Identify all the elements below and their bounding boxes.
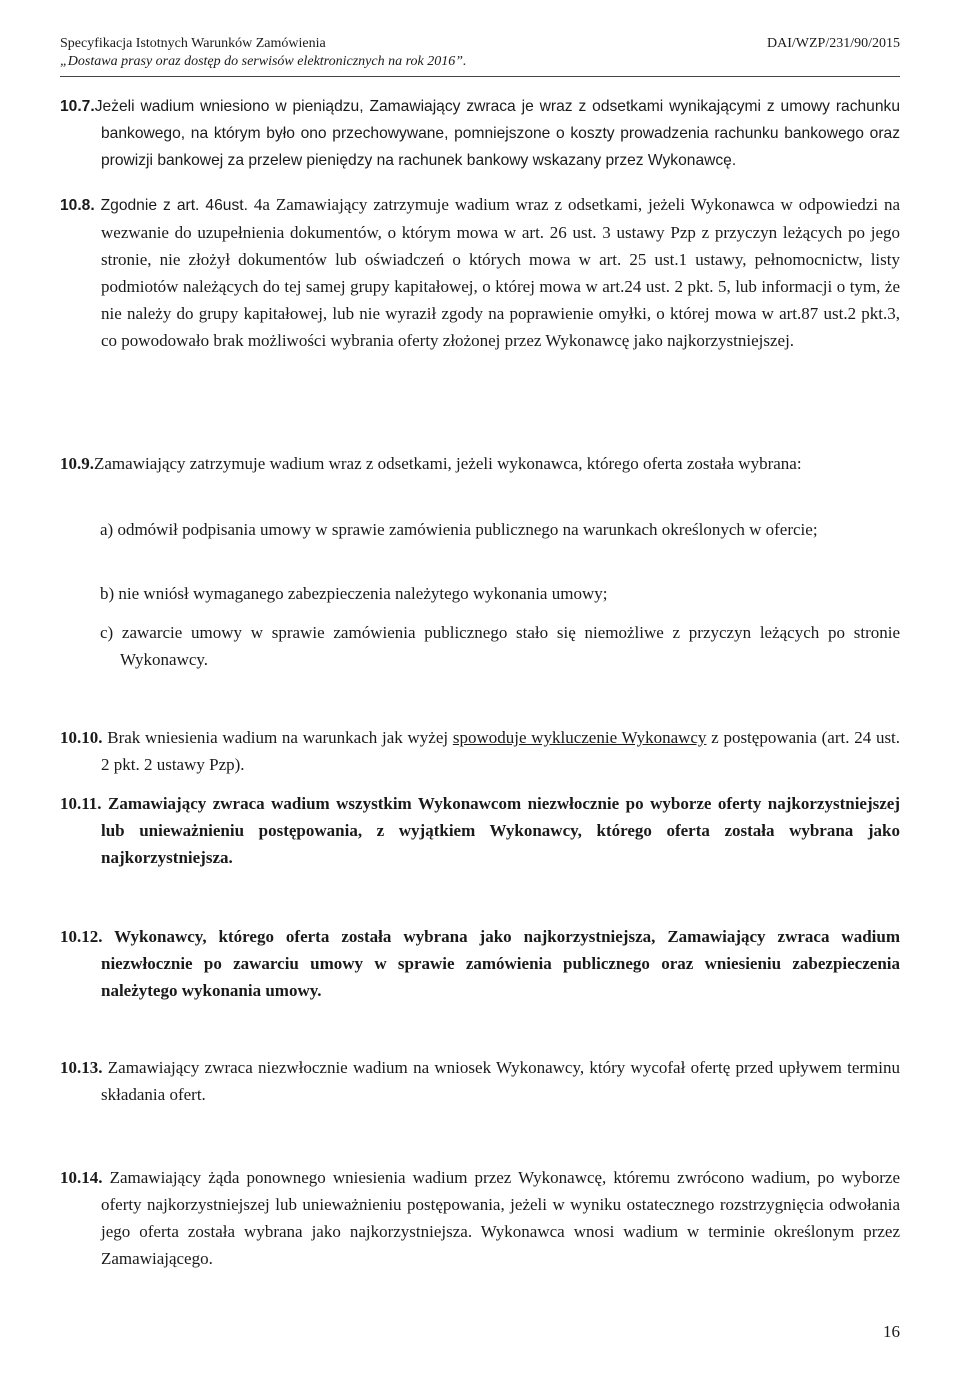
page-number: 16 xyxy=(883,1322,900,1341)
header-line-1 xyxy=(60,35,900,53)
section-label: 10.9. xyxy=(60,454,94,473)
section-label: 10.11. xyxy=(60,794,102,813)
section-text-tail: z postępowania (art. 24 ust. 2 pkt. 2 ustawy Pzp). xyxy=(101,728,901,774)
section-10-11 xyxy=(60,790,900,871)
list-item-c: c) zawarcie umowy w sprawie zamówienia publicznego stało się niemożliwe z przyczyn leżących po stronie Wykonawcy. xyxy=(100,623,900,669)
section-10-8 xyxy=(60,191,900,354)
section-10-13 xyxy=(60,1054,900,1108)
header-divider xyxy=(60,76,900,77)
section-label: 10.14. xyxy=(60,1168,103,1187)
section-label: 10.12. xyxy=(60,927,103,946)
section-text-underlined: spowoduje wykluczenie Wykonawcy xyxy=(452,728,707,747)
section-text: Zamawiający zwraca niezwłocznie wadium na wniosek Wykonawcy, który wycofał ofertę przed upływem terminu składania ofert. xyxy=(101,1058,900,1104)
section-text: Brak wniesienia wadium na warunkach jak wyżej xyxy=(107,728,449,747)
section-label: 10.8. xyxy=(60,197,95,214)
section-10-14 xyxy=(60,1164,900,1272)
header-reference: DAI/WZP/231/90/2015 xyxy=(767,36,900,51)
section-label: 10.13. xyxy=(60,1058,103,1077)
header-spec-title: Specyfikacja Istotnych Warunków Zamówienia xyxy=(60,36,326,51)
section-10-9 xyxy=(60,450,900,477)
section-10-12 xyxy=(60,923,900,1004)
section-10-10 xyxy=(60,724,900,778)
header-line-2 xyxy=(60,53,900,71)
section-10-7 xyxy=(60,93,900,174)
section-text-lead: Zgodnie z art. 46ust. xyxy=(100,197,248,214)
section-text: Wykonawcy, którego oferta została wybrana jako najkorzystniejsza, Zamawiający zwraca wadium niezwłocznie po zawarciu umowy w sprawie zamówienia publicznego oraz wniesieniu zabezpieczenia należytego wykonania umowy. xyxy=(101,927,900,1000)
list-item-b: b) nie wniósł wymaganego zabezpieczenia należytego wykonania umowy; xyxy=(100,584,608,603)
section-text: Zamawiający zwraca wadium wszystkim Wykonawcom niezwłocznie po wyborze oferty najkorzystniejszej lub unieważnieniu postępowania, z wyjątkiem Wykonawcy, którego oferta została wybrana jako najkorzystniejsza. xyxy=(101,794,900,867)
header-contract-title: „Dostawa prasy oraz dostęp do serwisów elektronicznych na rok 2016”. xyxy=(60,54,467,69)
section-text: Zamawiający zatrzymuje wadium wraz z odsetkami, jeżeli wykonawca, którego oferta została wybrana: xyxy=(94,454,802,473)
section-text: Jeżeli wadium wniesiono w pieniądzu, Zamawiający zwraca je wraz z odsetkami wynikającymi z umowy rachunku bankowego, na którym było ono przechowywane, pomniejszone o koszty prowadzenia rachunku bankowego oraz prowizji bankowej za przelew pieniędzy na rachunek bankowy wskazany przez Wykonawcę. xyxy=(94,98,900,169)
section-text: Zamawiający żąda ponownego wniesienia wadium przez Wykonawcę, któremu zwrócono wadium, po wyborze oferty najkorzystniejszej lub unieważnieniu postępowania, jeżeli w wyniku ostatecznego rozstrzygnięcia odwołania jego oferta została wybrana jako najkorzystniejsza. Wykonawca wnosi wadium w terminie określonym przez Zamawiającego. xyxy=(101,1168,901,1268)
section-label: 10.10. xyxy=(60,728,103,747)
section-text: 4a Zamawiający zatrzymuje wadium wraz z odsetkami, jeżeli Wykonawca w odpowiedzi na wezwanie do uzupełnienia dokumentów, o którym mowa w art. 26 ust. 3 ustawy Pzp z przyczyn leżących po jego stronie, nie złożył dokumentów lub oświadczeń o których mowa w art. 25 ust.1 ustawy, pełnomocnictw, listy podmiotów należących do tej samej grupy kapitałowej, o której mowa w art.24 ust. 2 pkt. 5, lub informacji o tym, że nie należy do grupy kapitałowej, lub nie wyraził zgody na poprawienie omyłki, o której mowa w art.87 ust.2 pkt.3, co powodowało brak możliwości wybrania oferty złożonej przez Wykonawcę jako najkorzystniejszej. xyxy=(101,195,900,350)
list-item-a: a) odmówił podpisania umowy w sprawie zamówienia publicznego na warunkach określonych w ofercie; xyxy=(100,520,818,539)
section-label: 10.7. xyxy=(60,98,95,115)
